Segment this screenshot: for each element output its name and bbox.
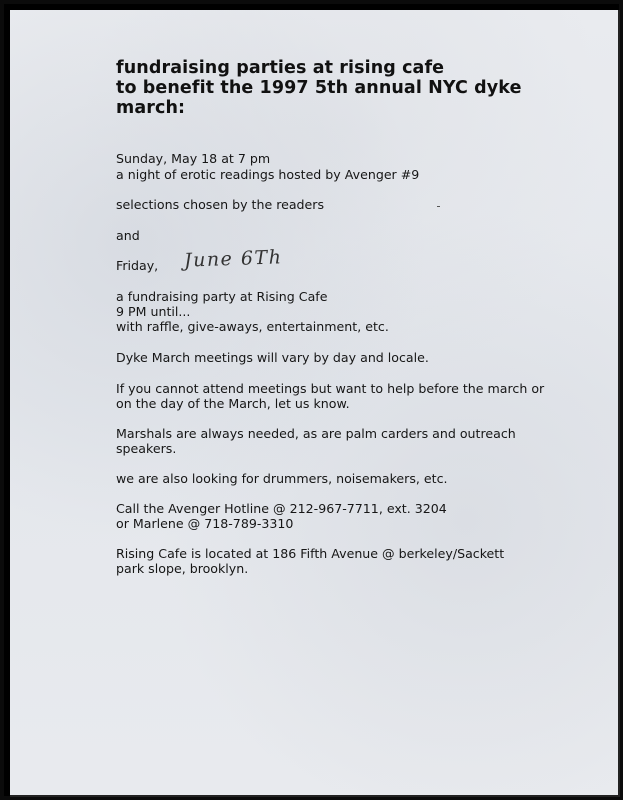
flyer-title <box>116 58 522 118</box>
event2-line-1: a fundraising party at Rising Cafe <box>116 289 328 304</box>
connector-text: and <box>116 228 140 243</box>
drummers-text: we are also looking for drummers, noisemakers, etc. <box>116 471 448 486</box>
event2-day: Friday, <box>116 258 159 273</box>
title-line-3: march: <box>116 98 186 118</box>
marshals-line-1: Marshals are always needed, as are palm carders and outreach <box>116 426 516 441</box>
paper-speck <box>437 206 440 207</box>
title-line-1: fundraising parties at rising cafe <box>116 58 445 78</box>
contact-line-1: Call the Avenger Hotline @ 212-967-7711, ext. 3204 <box>116 501 447 516</box>
event2-line-3: with raffle, give-aways, entertainment, etc. <box>116 319 389 334</box>
event1-description: a night of erotic readings hosted by Avenger #9 <box>116 167 420 182</box>
meetings-text: Dyke March meetings will vary by day and locale. <box>116 350 429 365</box>
handwritten-date: June 6Th <box>183 246 283 272</box>
flyer-content <box>10 10 618 795</box>
help-line-1: If you cannot attend meetings but want to help before the march or <box>116 381 545 396</box>
contact-line-2: or Marlene @ 718-789-3310 <box>116 516 294 531</box>
event1-note: selections chosen by the readers <box>116 197 325 212</box>
event1-date: Sunday, May 18 at 7 pm <box>116 151 271 166</box>
event2-line-2: 9 PM until... <box>116 304 191 319</box>
flyer-page <box>10 10 620 797</box>
help-line-2: on the day of the March, let us know. <box>116 396 350 411</box>
marshals-line-2: speakers. <box>116 441 177 456</box>
title-line-2: to benefit the 1997 5th annual NYC dyke <box>116 78 522 98</box>
location-line-1: Rising Cafe is located at 186 Fifth Avenue @ berkeley/Sackett <box>116 546 505 561</box>
location-line-2: park slope, brooklyn. <box>116 561 249 576</box>
